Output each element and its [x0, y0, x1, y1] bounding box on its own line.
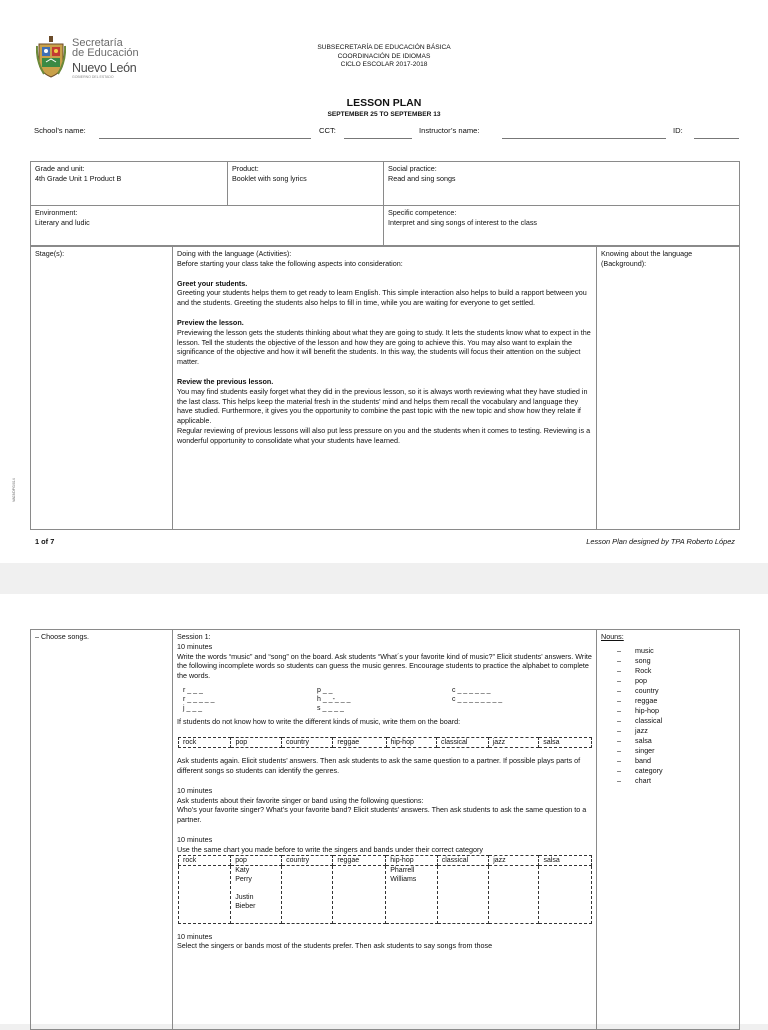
genre-cell: classical — [437, 738, 489, 748]
review-text-1: You may find students easily forget what they did in the previous lesson, so it is always worth reviewing what they have studied in the last class. This helps keep the material fresh in the students’ mind and helps them recall the vocabulary and language they have studied. Furthermore, it gives you the opportunity to combine the past topic with the new topic and show how they relate if applicable. — [177, 386, 588, 426]
genre-header: jazz — [489, 855, 539, 865]
school-name-label: School’s name: — [34, 126, 86, 135]
header-line-1: SUBSECRETARÍA DE EDUCACIÓN BÁSICA — [317, 44, 451, 51]
noun-item: – reggae — [617, 696, 735, 706]
noun-item: – singer — [617, 746, 735, 756]
singer-entry: Katy — [235, 866, 250, 874]
nouns-cell — [597, 630, 740, 1030]
noun-item: – hip-hop — [617, 706, 735, 716]
school-name-field[interactable] — [99, 138, 311, 139]
environment-value: Literary and ludic — [35, 217, 90, 227]
greet-title: Greet your students. — [177, 278, 248, 288]
stage-choose-songs: – Choose songs. — [35, 632, 89, 641]
rock-entries — [179, 865, 231, 923]
jazz-entries — [489, 865, 539, 923]
stages-label: Stage(s): — [35, 249, 65, 258]
time-2: 10 minutes — [177, 785, 213, 795]
instruction-3: Ask students again. Elicit students’ answers. Then ask students to ask the same question to a partner. If possible plays parts of different songs so students can identify the genres. — [177, 756, 581, 775]
knowing-label: Knowing about the language (Background): — [601, 249, 693, 268]
environment-label: Environment: — [35, 208, 78, 217]
genre-cell: country — [281, 738, 332, 748]
genre-cell: salsa — [539, 738, 592, 748]
instructor-name-field[interactable] — [502, 138, 666, 139]
review-title: Review the previous lesson. — [177, 376, 274, 386]
activities-table — [30, 246, 740, 530]
pop-entries — [231, 865, 282, 923]
genre-cell: jazz — [488, 738, 539, 748]
stages-cell — [31, 247, 173, 530]
blank-word: s _ _ _ _ — [317, 704, 344, 712]
footer-credit: Lesson Plan designed by TPA Roberto López — [586, 537, 735, 546]
page-title: LESSON PLAN — [346, 97, 422, 109]
blank-word: j _ _ _ — [183, 704, 203, 712]
genre-cell: rock — [179, 738, 231, 748]
nouns-label: Nouns: — [601, 632, 624, 641]
time-3: 10 minutes — [177, 834, 213, 844]
genre-cell: pop — [231, 738, 282, 748]
noun-item: – salsa — [617, 736, 735, 746]
page-number: 1 of 7 — [35, 537, 55, 546]
blank-word: h _ _-_ _ _ — [317, 695, 351, 703]
genre-header: rock — [179, 855, 231, 865]
genre-chart — [178, 737, 592, 748]
cct-label: CCT: — [319, 126, 336, 135]
specific-competence-cell — [384, 206, 740, 246]
blank-word: c _ _ _ _ _ _ — [452, 686, 491, 694]
singer-entry: Pharrell — [390, 866, 415, 874]
genre-header: reggae — [333, 855, 386, 865]
noun-item: – pop — [617, 676, 735, 686]
genre-header: classical — [437, 855, 488, 865]
intro-text: Before starting your class take the following aspects into consideration: — [177, 258, 403, 268]
singer-entry: Justin — [235, 893, 254, 901]
document-header — [0, 44, 768, 70]
blank-word: c _ _ _ _ _ _ _ _ — [452, 695, 503, 703]
incomplete-words — [183, 687, 592, 713]
preview-text: Previewing the lesson gets the students thinking about what they are going to study. It lets the students know what to expect in the lesson. Tell the students the objective of the lesson and how they are going to achieve this. You may also want to explain the significance of the objective and how it will benefit the students. In this way, the students will focus their attention on the subject matter. — [177, 327, 591, 367]
singer-entry: Williams — [390, 875, 417, 883]
singer-entry: Perry — [235, 875, 252, 883]
noun-item: – country — [617, 686, 735, 696]
noun-item: – song — [617, 656, 735, 666]
hiphop-entries — [386, 865, 437, 923]
time-1: 10 minutes — [177, 641, 213, 651]
session-cell — [173, 630, 597, 1030]
nouns-list — [617, 646, 735, 786]
genre-header: salsa — [539, 855, 592, 865]
logo-line-3: Nuevo León — [72, 61, 137, 75]
reggae-entries — [333, 865, 386, 923]
blank-word: r _ _ _ — [183, 686, 203, 694]
social-practice-value: Read and sing songs — [388, 173, 456, 183]
specific-competence-label: Specific competence: — [388, 208, 457, 217]
instruction-4b: Who’s your favorite singer? What’s your favorite band? Elicit students’ answers. Then ask students to ask the same question to a partner. — [177, 805, 587, 825]
time-4: 10 minutes — [177, 931, 213, 941]
singer-entry: Bieber — [235, 902, 256, 910]
logo-line-1: Secretaría — [72, 37, 123, 49]
header-line-3: CICLO ESCOLAR 2017-2018 — [340, 61, 428, 68]
instruction-2: If students do not know how to write the different kinds of music, write them on the board: — [177, 717, 461, 727]
preview-title: Preview the lesson. — [177, 317, 244, 327]
cct-field[interactable] — [344, 138, 412, 139]
session-label: Session 1: — [177, 632, 211, 641]
noun-item: – category — [617, 766, 735, 776]
review-text-2: Regular reviewing of previous lessons will also put less pressure on you and the students when it comes to testing. Reviewing is a wonderful opportunity to consolidate what your students have learned. — [177, 425, 591, 445]
id-label: ID: — [673, 126, 683, 135]
blank-word: p _ _ — [317, 686, 333, 694]
date-range: SEPTEMBER 25 TO SEPTEMBER 13 — [327, 111, 441, 118]
singers-chart — [178, 855, 592, 924]
lesson-info-table — [30, 161, 740, 246]
noun-item: – classical — [617, 716, 735, 726]
noun-item: – jazz — [617, 726, 735, 736]
blank-word — [452, 705, 582, 714]
classical-entries — [437, 865, 488, 923]
specific-competence-value: Interpret and sing songs of interest to the class — [388, 217, 538, 227]
social-practice-label: Social practice: — [388, 164, 437, 173]
genre-cell: hip-hop — [386, 738, 437, 748]
grade-unit-value: 4th Grade Unit 1 Product B — [35, 173, 122, 183]
page-2 — [0, 594, 768, 1024]
product-value: Booklet with song lyrics — [232, 173, 307, 183]
genre-header: hip-hop — [386, 855, 437, 865]
environment-cell — [31, 206, 384, 246]
instruction-5: Use the same chart you made before to write the singers and bands under their correct category — [177, 844, 484, 854]
blank-word: r _ _ _ _ _ — [183, 695, 215, 703]
genre-header: pop — [231, 855, 282, 865]
genre-header: country — [282, 855, 333, 865]
noun-item: – chart — [617, 776, 735, 786]
header-line-2: COORDINACIÓN DE IDIOMAS — [337, 52, 431, 60]
singer-entry — [235, 884, 277, 893]
instructor-name-label: Instructor’s name: — [419, 126, 480, 135]
noun-item: – band — [617, 756, 735, 766]
greet-text: Greeting your students helps them to get ready to learn English. This simple interaction also helps to build a rapport between you and the students. Greeting the students also helps to fill in time, while you are waiting for everyone to get settled. — [177, 288, 587, 308]
stage-cell — [31, 630, 173, 1030]
noun-item: – music — [617, 646, 735, 656]
logo-line-2: de Educación — [72, 47, 139, 59]
product-cell — [228, 162, 384, 206]
session-table — [30, 629, 740, 1030]
noun-item: – Rock — [617, 666, 735, 676]
genre-cell: reggae — [333, 738, 386, 748]
instruction-4a: Ask students about their favorite singer or band using the following questions: — [177, 795, 424, 805]
country-entries — [282, 865, 333, 923]
grade-unit-cell — [31, 162, 228, 206]
grade-unit-label: Grade and unit: — [35, 164, 85, 173]
knowing-cell — [597, 247, 740, 530]
activities-cell — [173, 247, 597, 530]
logo-line-4: GOBIERNO DEL ESTADO — [72, 75, 114, 79]
product-label: Product: — [232, 164, 259, 173]
side-code: VA03/DPG/014 — [12, 478, 16, 502]
doing-label: Doing with the language (Activities): — [177, 249, 292, 258]
id-field[interactable] — [694, 138, 739, 139]
social-practice-cell — [384, 162, 740, 206]
salsa-entries — [539, 865, 592, 923]
instruction-6: Select the singers or bands most of the students prefer. Then ask students to say songs from those — [177, 941, 493, 951]
instruction-1: Write the words “music” and “song” on the board. Ask students “What´s your favorite kind of music?” Elicit students’ answers. Write the following incomplete words so students can guess the music genres. Encourage students to practice the alphabet to complete the words. — [177, 651, 592, 681]
